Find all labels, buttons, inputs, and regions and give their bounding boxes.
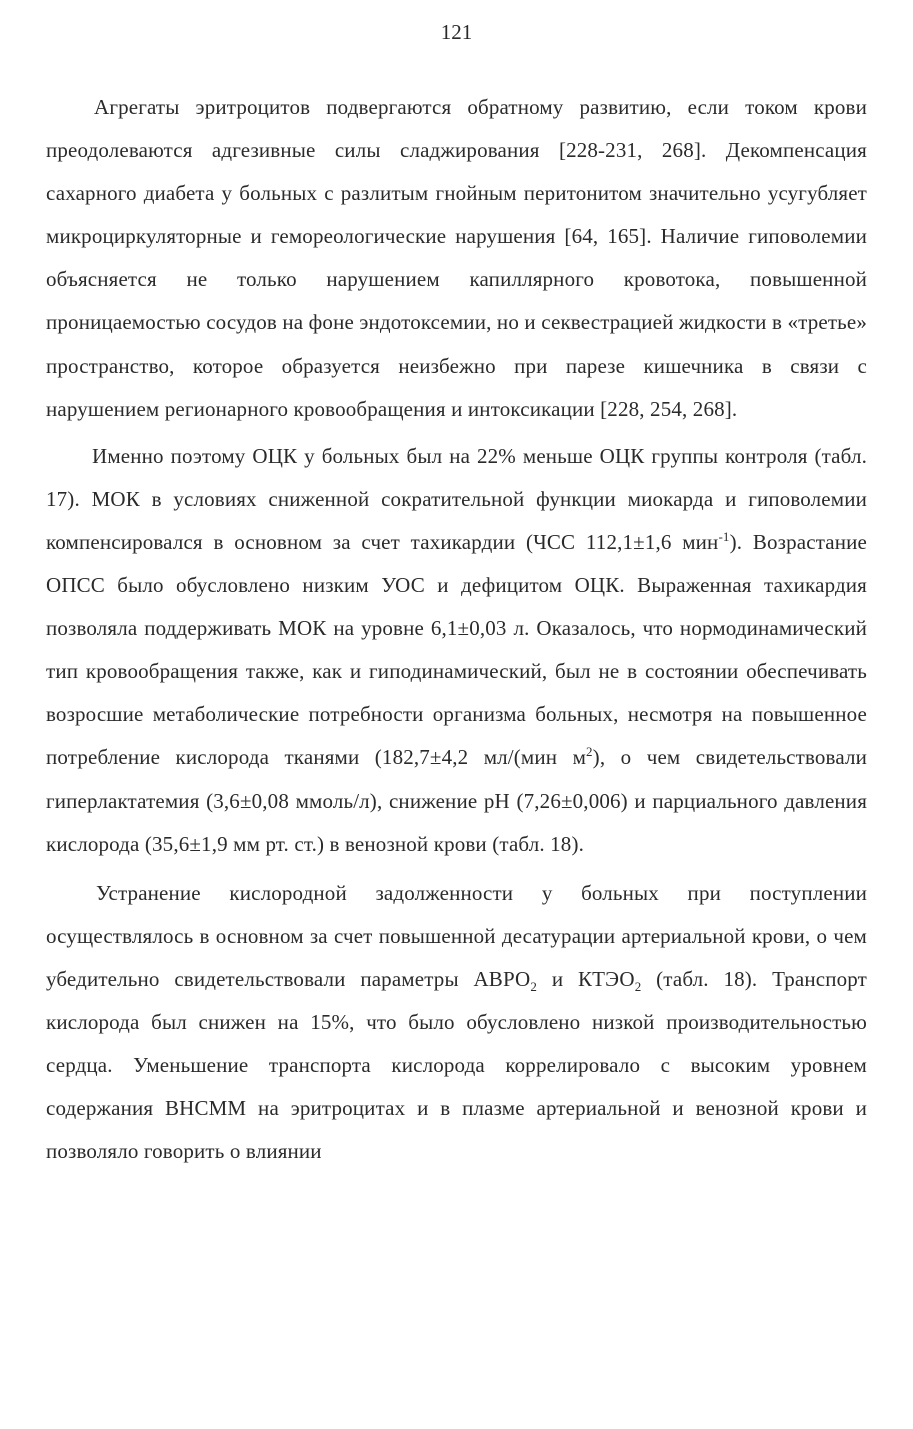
superscript: -1 <box>718 528 730 544</box>
text-run: Агрегаты эритроцитов подвергаются обратному развитию, если током крови преодолеваются адгезивные силы сладжирования [228-231, 268]. Декомпенсация сахарного диабета у больных с разлитым гнойным перитонитом значительно усугубляет микроциркуляторные и гемореологические нарушения [64, 165]. Наличие гиповолемии объясняется не только нарушением капиллярного кровотока, повышенной проницаемостью сосудов на фоне эндотоксемии, но и секвестрацией жидкости в «третье» пространство, которое образуется неизбежно при парезе кишечника в связи с нарушением регионарного кровообращения и интоксикации [228, 254, 268]. <box>46 95 867 421</box>
text-run: ). Возрастание ОПСС было обусловлено низким УОС и дефицитом ОЦК. Выраженная тахикардия позволяла поддерживать МОК на уровне 6,1±0,03 л. Оказалось, что нормодинамический тип кровообращения также, как и гиподинамический, был не в состоянии обеспечивать возросшие метаболические потребности организма больных, несмотря на повышенное потребление кислорода тканями (182,7±4,2 мл/(мин м <box>46 529 867 770</box>
subscript: 2 <box>530 979 538 995</box>
page-number: 121 <box>440 20 473 44</box>
subscript: 2 <box>634 979 642 995</box>
superscript: 2 <box>586 744 593 760</box>
paragraph-3 <box>46 872 867 1174</box>
text-run: Именно поэтому ОЦК у больных был на 22% меньше ОЦК группы контроля (табл. 17). МОК в условиях сниженной сократительной функции миокарда и гиповолемии компенсировался в основном за счет тахикардии (ЧСС 112,1±1,6 мин <box>46 443 867 554</box>
paragraph-2 <box>46 435 867 866</box>
paragraph-1 <box>46 86 867 431</box>
text-run: и КТЭО <box>537 966 635 991</box>
text-run: Устранение кислородной задолженности у больных при поступлении осуществлялось в основном за счет повышенной десатурации артериальной крови, о чем убедительно свидетельствовали параметры АВРО <box>46 880 867 991</box>
text-run: ), о чем свидетельствовали гиперлактатемия (3,6±0,08 ммоль/л), снижение рН (7,26±0,006) и парциального давления кислорода (35,6±1,9 мм рт. ст.) в венозной крови (табл. 18). <box>46 745 868 856</box>
body-text <box>46 86 867 1173</box>
text-run: (табл. 18). Транспорт кислорода был снижен на 15%, что было обусловлено низкой производительностью сердца. Уменьшение транспорта кислорода коррелировало с высоким уровнем содержания ВНСММ на эритроцитах и в плазме артериальной и венозной крови и позволяло говорить о влиянии <box>46 966 868 1164</box>
